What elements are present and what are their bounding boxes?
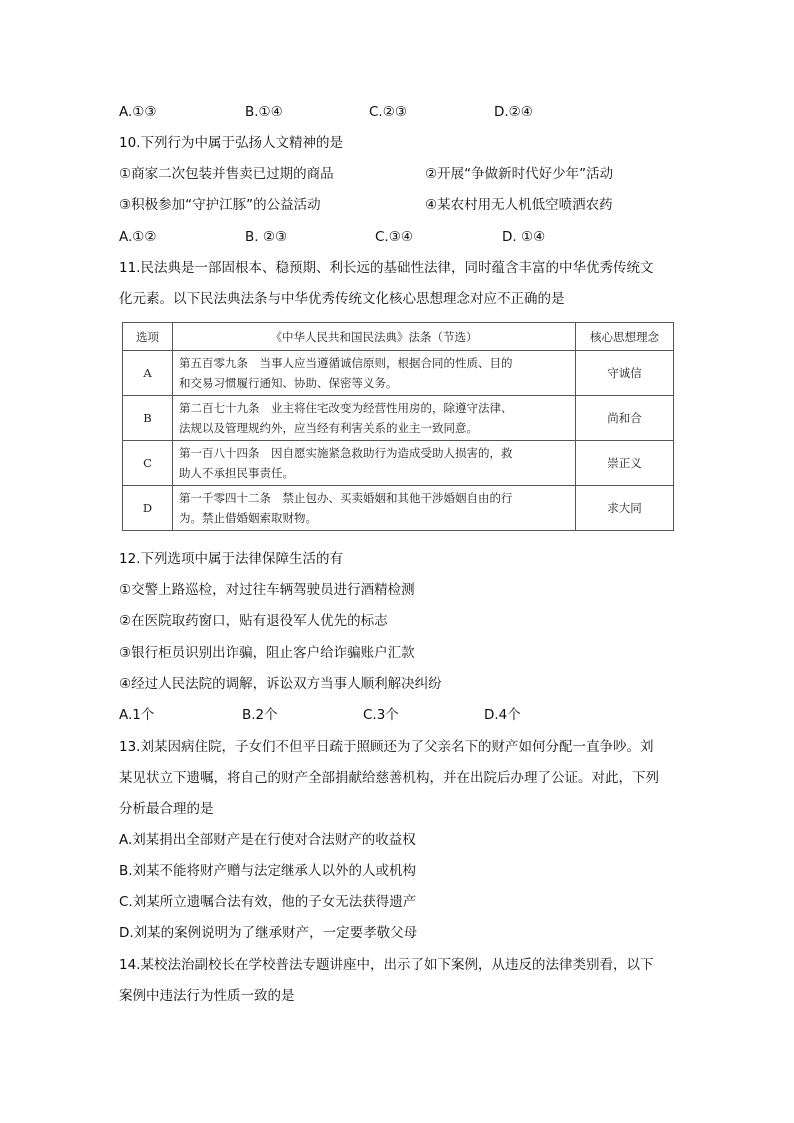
table-row <box>123 441 674 486</box>
table-row <box>123 486 674 531</box>
q13-stem-line-3: 分析最合理的是 <box>119 801 214 817</box>
q13-option-b: B.刘某不能将财产赠与法定继承人以外的人或机构 <box>119 863 417 879</box>
table-header-row <box>123 323 674 351</box>
q13-stem-line-1: 13.刘某因病住院，子女们不但平日疏于照顾还为了父亲名下的财产如何分配一直争吵。刘 <box>119 739 654 755</box>
q9-option-b: B.①④ <box>245 104 283 120</box>
row-article-line: 为。禁止借婚姻索取财物。 <box>179 511 317 525</box>
row-article-line: 第二百七十九条 业主将住宅改变为经营性用房的，除遵守法律、 <box>179 401 513 415</box>
civil-code-table <box>122 322 674 531</box>
row-article <box>173 351 576 396</box>
table-row <box>123 396 674 441</box>
header-option: 选项 <box>123 323 173 351</box>
q10-item-1: ①商家二次包装并售卖已过期的商品 <box>119 166 334 182</box>
q10-option-a: A.①② <box>119 229 157 245</box>
row-option: B <box>123 396 173 441</box>
row-option: A <box>123 351 173 396</box>
row-article-line: 第五百零九条 当事人应当遵循诚信原则，根据合同的性质、目的 <box>179 356 513 370</box>
q12-option-a: A.1个 <box>119 707 155 723</box>
row-core-idea: 守诚信 <box>576 351 674 396</box>
q12-item-1: ①交警上路巡检，对过往车辆驾驶员进行酒精检测 <box>119 582 415 598</box>
row-core-idea: 求大同 <box>576 486 674 531</box>
q12-item-4: ④经过人民法院的调解，诉讼双方当事人顺利解决纠纷 <box>119 676 442 692</box>
q12-item-2: ②在医院取药窗口，贴有退役军人优先的标志 <box>119 613 388 629</box>
q10-option-c: C.③④ <box>375 229 413 245</box>
header-article: 《中华人民共和国民法典》法条（节选） <box>173 323 576 351</box>
q10-option-d: D. ①④ <box>502 229 546 245</box>
q10-item-3: ③积极参加“守护江豚”的公益活动 <box>119 197 321 213</box>
row-article <box>173 441 576 486</box>
row-article-line: 和交易习惯履行通知、协助、保密等义务。 <box>179 376 398 390</box>
q14-stem-line-1: 14.某校法治副校长在学校普法专题讲座中，出示了如下案例，从违反的法律类别看，以下 <box>119 957 654 973</box>
q12-item-3: ③银行柜员识别出诈骗，阻止客户给诈骗账户汇款 <box>119 645 415 661</box>
row-article-line: 第一千零四十二条 禁止包办、买卖婚姻和其他干涉婚姻自由的行 <box>179 491 513 505</box>
table-row <box>123 351 674 396</box>
q9-option-a: A.①③ <box>119 104 157 120</box>
header-core-idea: 核心思想理念 <box>576 323 674 351</box>
q9-option-c: C.②③ <box>369 104 407 120</box>
row-option: C <box>123 441 173 486</box>
row-article <box>173 396 576 441</box>
q9-option-d: D.②④ <box>494 104 533 120</box>
q14-stem-line-2: 案例中违法行为性质一致的是 <box>119 988 295 1004</box>
q11-stem-line-2: 化元素。以下民法典法条与中华优秀传统文化核心思想理念对应不正确的是 <box>119 291 565 307</box>
row-article-line: 法规以及管理规约外，应当经有利害关系的业主一致同意。 <box>179 421 478 435</box>
q11-stem-line-1: 11.民法典是一部固根本、稳预期、利长远的基础性法律，同时蕴含丰富的中华优秀传统文 <box>119 260 654 276</box>
q13-option-c: C.刘某所立遗嘱合法有效，他的子女无法获得遗产 <box>119 894 417 910</box>
row-article <box>173 486 576 531</box>
q13-option-d: D.刘某的案例说明为了继承财产，一定要孝敬父母 <box>119 925 418 941</box>
q13-option-a: A.刘某捐出全部财产是在行使对合法财产的收益权 <box>119 832 416 848</box>
row-article-line: 第一百八十四条 因自愿实施紧急救助行为造成受助人损害的，救 <box>179 446 513 460</box>
row-core-idea: 尚和合 <box>576 396 674 441</box>
q12-stem: 12.下列选项中属于法律保障生活的有 <box>119 551 343 567</box>
q10-stem: 10.下列行为中属于弘扬人文精神的是 <box>119 135 343 151</box>
row-option: D <box>123 486 173 531</box>
row-article-line: 助人不承担民事责任。 <box>179 466 294 480</box>
q12-option-c: C.3个 <box>363 707 399 723</box>
q10-item-2: ②开展“争做新时代好少年”活动 <box>425 166 614 182</box>
q10-item-4: ④某农村用无人机低空喷洒农药 <box>425 197 613 213</box>
q13-stem-line-2: 某见状立下遗嘱，将自己的财产全部捐献给慈善机构，并在出院后办理了公证。对此，下列 <box>119 770 659 786</box>
q10-option-b: B. ②③ <box>245 229 288 245</box>
row-core-idea: 崇正义 <box>576 441 674 486</box>
q12-option-b: B.2个 <box>242 707 278 723</box>
q12-option-d: D.4个 <box>484 707 521 723</box>
